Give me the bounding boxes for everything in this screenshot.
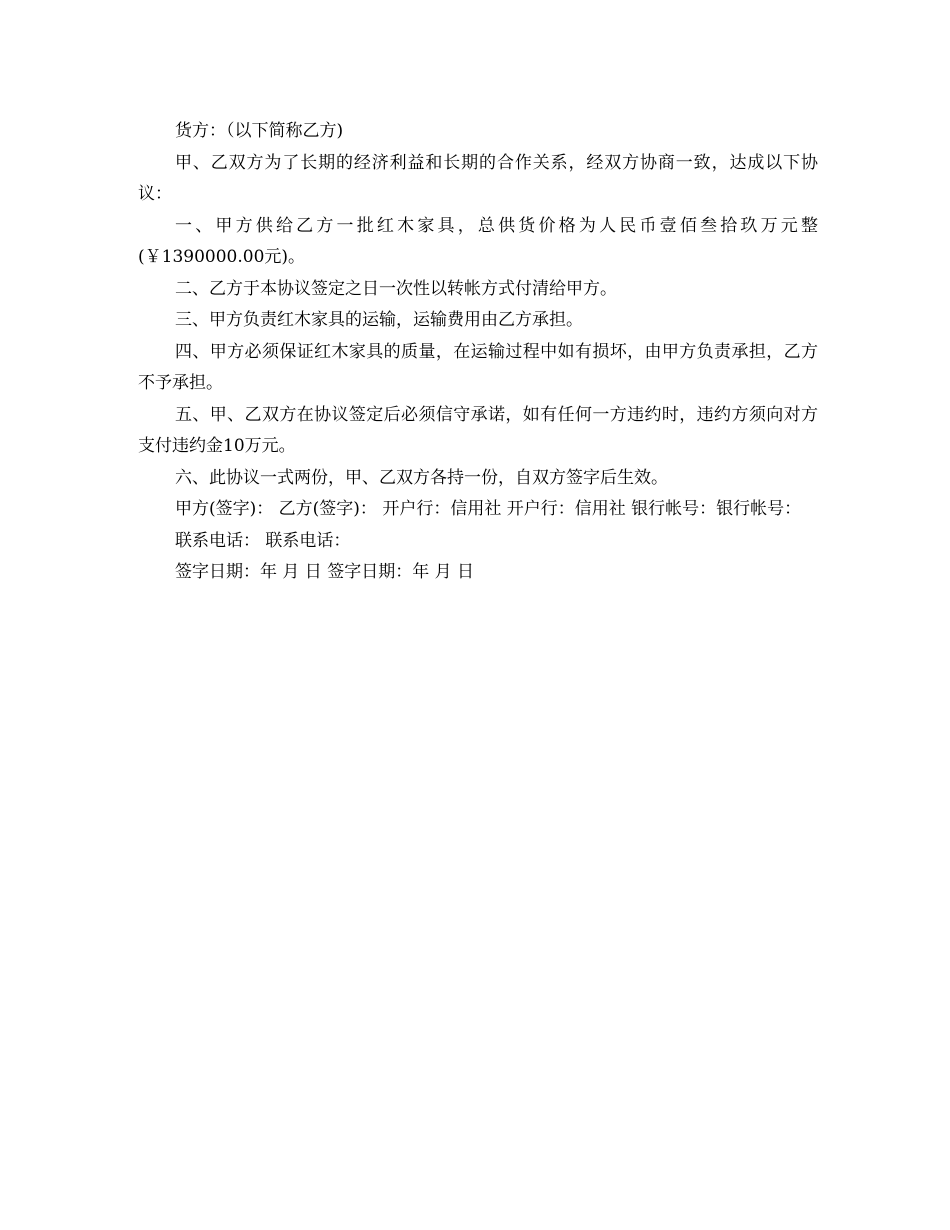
- clause-4-paragraph: 四、甲方必须保证红木家具的质量，在运输过程中如有损坏，由甲方负责承担，乙方不予承担。: [138, 341, 818, 393]
- document-body: [138, 116, 818, 589]
- signing-date-line: 签字日期：年 月 日 签字日期：年 月 日: [175, 562, 475, 582]
- supplier-b-line: 货方：（以下简称乙方): [175, 121, 344, 141]
- clause-2-paragraph: 二、乙方于本协议签定之日一次性以转帐方式付清给甲方。: [175, 278, 617, 299]
- clause-1-paragraph: 一、甲方供给乙方一批红木家具，总供货价格为人民币壹佰叁拾玖万元整(￥1390000.00元)。: [138, 215, 818, 267]
- clause-5-paragraph: 五、甲、乙双方在协议签定后必须信守承诺，如有任何一方违约时，违约方须向对方支付违约金10万元。: [138, 404, 818, 456]
- clause-6-paragraph: 六、此协议一式两份，甲、乙双方各持一份，自双方签字后生效。: [175, 467, 668, 488]
- contact-phone-line: 联系电话： 联系电话：: [175, 530, 351, 551]
- clause-3-paragraph: 三、甲方负责红木家具的运输，运输费用由乙方承担。: [175, 310, 583, 330]
- signature-bank-paragraph: 甲方(签字)： 乙方(签字)： 开户行：信用社 开户行：信用社 银行帐号：银行帐号：: [175, 499, 802, 519]
- preamble-paragraph: 甲、乙双方为了长期的经济利益和长期的合作关系，经双方协商一致，达成以下协议：: [138, 152, 818, 204]
